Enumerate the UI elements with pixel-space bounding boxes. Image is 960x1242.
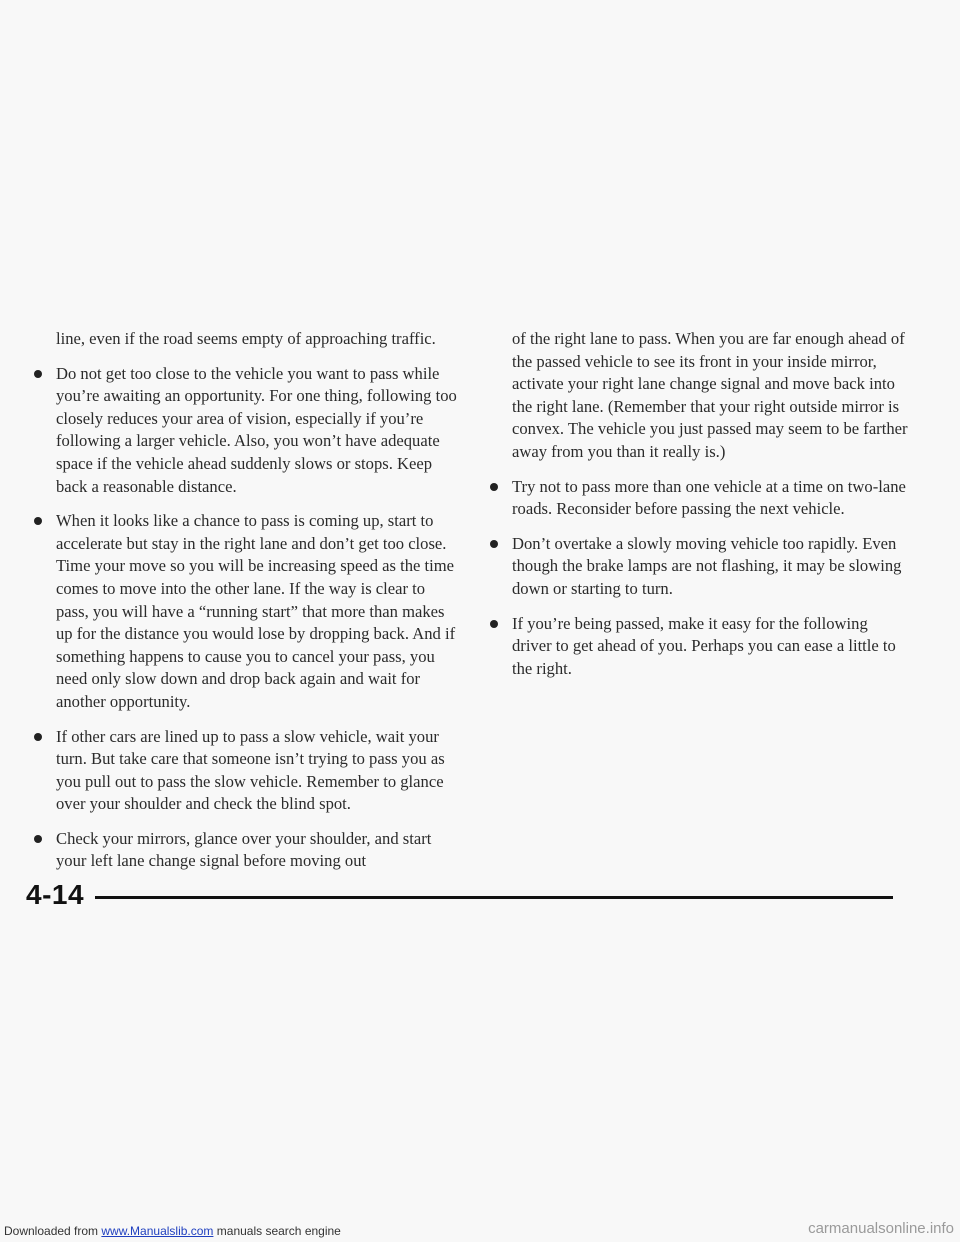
bullet-text: If you’re being passed, make it easy for the following driver to get ahead of you. Perhaps you can ease a little to the right. [512,613,896,678]
bullet-item [490,533,910,601]
paragraph-text: of the right lane to pass. When you are far enough ahead of the passed vehicle to see its front in your inside mirror, activate your right lane change signal and move back into the right lane. (Remember that your right outside mirror is convex. The vehicle you just passed may seem to be farther away from you than it really is.) [512,329,908,461]
bullet-icon [34,370,42,378]
bullet-icon [490,620,498,628]
bullet-text: Do not get too close to the vehicle you want to pass while you’re awaiting an opportunity. For one thing, following too closely reduces your area of vision, especially if you’re following a larger vehicle. Also, you won’t have adequate space if the vehicle ahead suddenly slows or stops. Keep back a reasonable distance. [56,363,457,496]
bullet-icon [34,517,42,525]
bullet-icon [34,835,42,843]
bullet-text: When it looks like a chance to pass is coming up, start to accelerate but stay in the right lane and don’t get too close. Time your move so you will be increasing speed as the time comes to move into the other lane. If the way is clear to pass, you will have a “running start” that more than makes up for the distance you would lose by dropping back. And if something happens to cause you to cancel your pass, you need only slow down and drop back again and wait for another opportunity. [56,511,456,711]
bullet-item [34,828,458,873]
watermark: carmanualsonline.info [808,1220,954,1237]
bullet-item [34,363,458,499]
paragraph-continuation [34,328,458,351]
bullet-icon [490,483,498,491]
download-suffix: manuals search engine [213,1224,341,1238]
manualslib-link[interactable]: www.Manualslib.com [101,1224,214,1238]
bullet-text: If other cars are lined up to pass a slow vehicle, wait your turn. But take care that someone isn’t trying to pass you as you pull out to pass the slow vehicle. Remember to glance over your shoulder and check the blind spot. [56,726,445,814]
bullet-icon [34,733,42,741]
paragraph-continuation [490,328,910,464]
page-number: 4-14 [26,879,85,910]
footer-rule [95,896,893,899]
download-prefix: Downloaded from [4,1224,102,1238]
bullet-item [34,510,458,713]
bullet-text: Check your mirrors, glance over your shoulder, and start your left lane change signal before moving out [56,828,432,871]
left-column [34,328,458,885]
bullet-text: Try not to pass more than one vehicle at a time on two-lane roads. Reconsider before passing the next vehicle. [512,476,906,519]
bullet-icon [490,540,498,548]
bullet-item [490,476,910,521]
paragraph-text: line, even if the road seems empty of approaching traffic. [56,329,436,348]
bullet-text: Don’t overtake a slowly moving vehicle too rapidly. Even though the brake lamps are not flashing, it may be slowing down or starting to turn. [512,533,902,598]
right-column [490,328,910,692]
bullet-item [34,726,458,816]
bullet-item [490,613,910,681]
download-source-line [4,1224,341,1238]
